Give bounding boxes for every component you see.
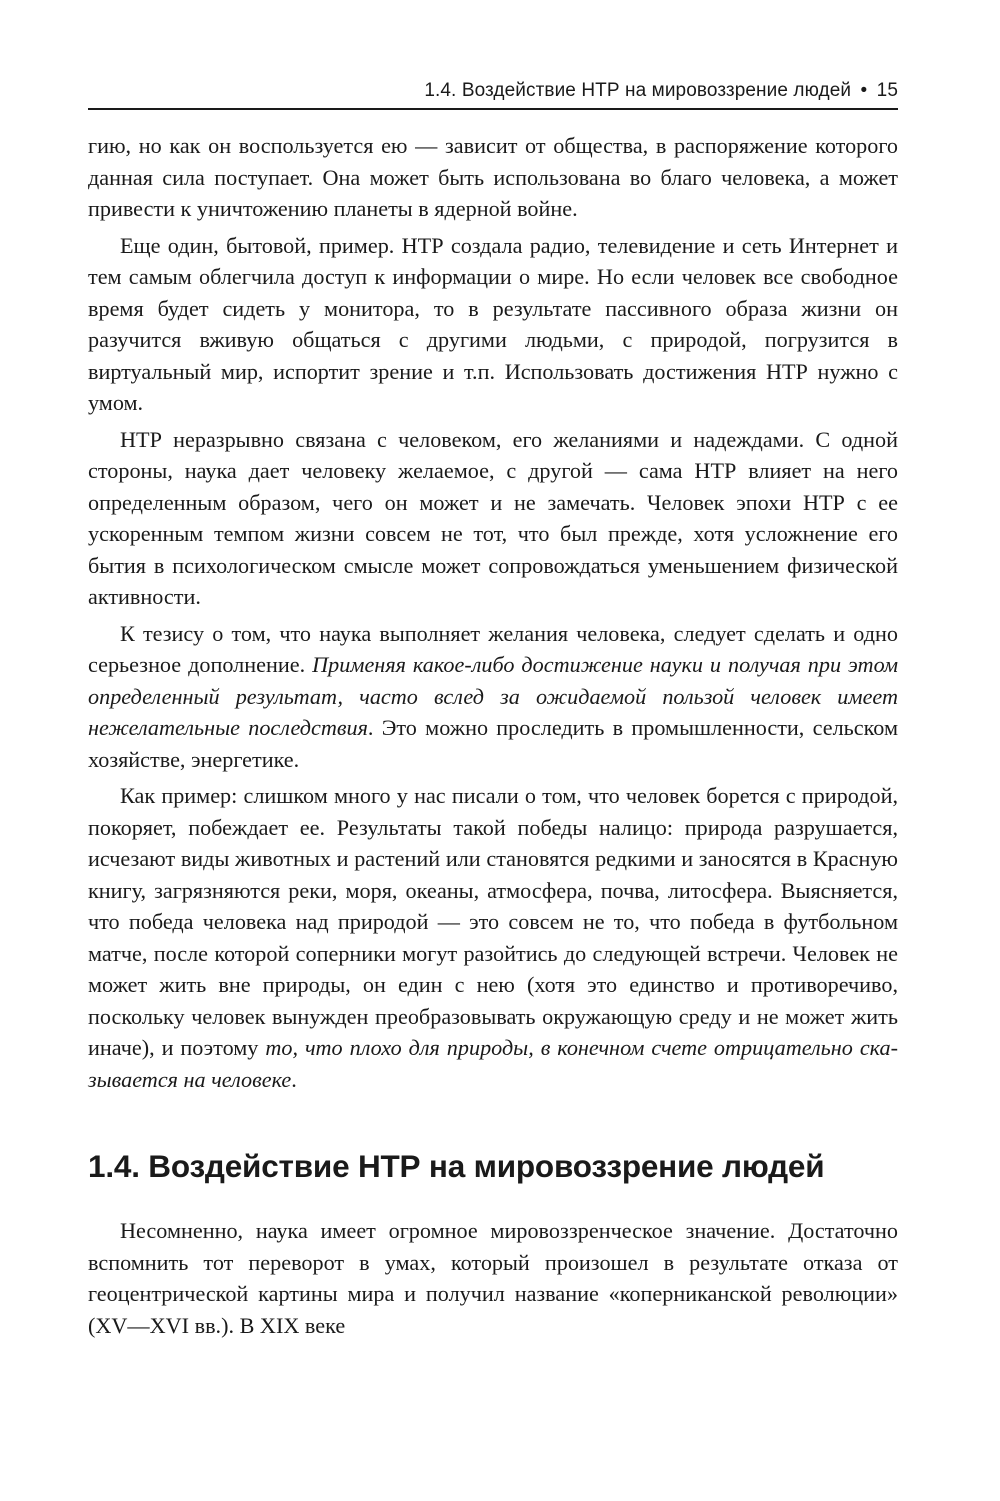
text-run: . Это можно проследить в промышленности, сельском хозяйстве, энергетике. bbox=[88, 715, 898, 772]
section-text bbox=[88, 1215, 898, 1341]
text-run: . bbox=[291, 1066, 297, 1092]
italic-text-run: Применяя какое-либо достижение науки и получая при этом определенный результат, часто вслед за ожидаемой пользой человек имеет нежелательные последствия bbox=[88, 652, 898, 740]
main-text bbox=[88, 130, 898, 1095]
paragraph bbox=[88, 1215, 898, 1341]
page-number: 15 bbox=[876, 80, 898, 101]
running-header bbox=[88, 80, 898, 110]
text-run: гию, но как он воспользуется ею — зависит от общества, в распоряжение которого данная сила поступает. Она может быть использована во благо человека, а может привести к уничтожению планеты в ядерной войне. bbox=[88, 133, 898, 221]
text-run: Несомненно, наука имеет огромное мировоззренческое значение. Достаточно вспомнить тот переворот в умах, который произошел в результате отказа от геоцентрической картины мира и получил название «коперниканской революции» (XV—XVI вв.). В XIX веке bbox=[88, 1218, 898, 1338]
text-run: Еще один, бытовой, пример. НТР создала радио, телевидение и сеть Интернет и тем самым облегчила доступ к информации о мире. Но если человек все свободное время будет сидеть у монитора, то в результате пассивного образа жизни он разучится вживую общаться с другими людьми, с природой, погрузится в виртуальный мир, испортит зрение и т.п. Использовать достижения НТР нужно с умом. bbox=[88, 232, 898, 415]
text-run: К тезису о том, что наука выполняет желания человека, следует сделать и одно серьезное дополнение. bbox=[88, 620, 898, 677]
paragraph bbox=[88, 130, 898, 225]
running-header-bullet: • bbox=[860, 80, 868, 101]
paragraph bbox=[88, 230, 898, 419]
paragraph bbox=[88, 618, 898, 776]
running-header-section: 1.4. Воздействие НТР на мировоззрение людей bbox=[424, 80, 852, 101]
section-heading: 1.4. Воздействие НТР на мировоззрение людей bbox=[88, 1148, 825, 1184]
italic-text-run: то, что плохо для природы, в конечном счете отрицательно сказывается на человеке bbox=[88, 1035, 898, 1092]
paragraph bbox=[88, 780, 898, 1095]
paragraph bbox=[88, 424, 898, 613]
book-page bbox=[88, 80, 898, 1346]
text-run: Как пример: слишком много у нас писали о том, что человек борется с природой, покоряет, побеждает ее. Результаты такой победы налицо: природа разрушается, исчезают виды животных и растений или становятся редкими и заносятся в Красную книгу, загрязняются реки, моря, океаны, атмосфера, почва, литосфера. Выясняется, что победа человека над природой — это совсем не то, что победа в футбольном матче, после которой соперники могут разойтись до следующей встречи. Человек не может жить вне природы, он един с нею (хотя это единство и противоречиво, поскольку человек вынужден преобразовывать окружающую среду и не может жить иначе), и поэтому bbox=[88, 783, 898, 1060]
text-run: НТР неразрывно связана с человеком, его желаниями и надеждами. С одной стороны, наука дает человеку желаемое, с другой — сама НТР влияет на него определенным образом, чего он может и не замечать. Человек эпохи НТР с ее ускоренным темпом жизни совсем не тот, что был прежде, хотя усложнение его бытия в психологическом смысле может сопровождаться уменьшением физической активности. bbox=[88, 426, 898, 609]
